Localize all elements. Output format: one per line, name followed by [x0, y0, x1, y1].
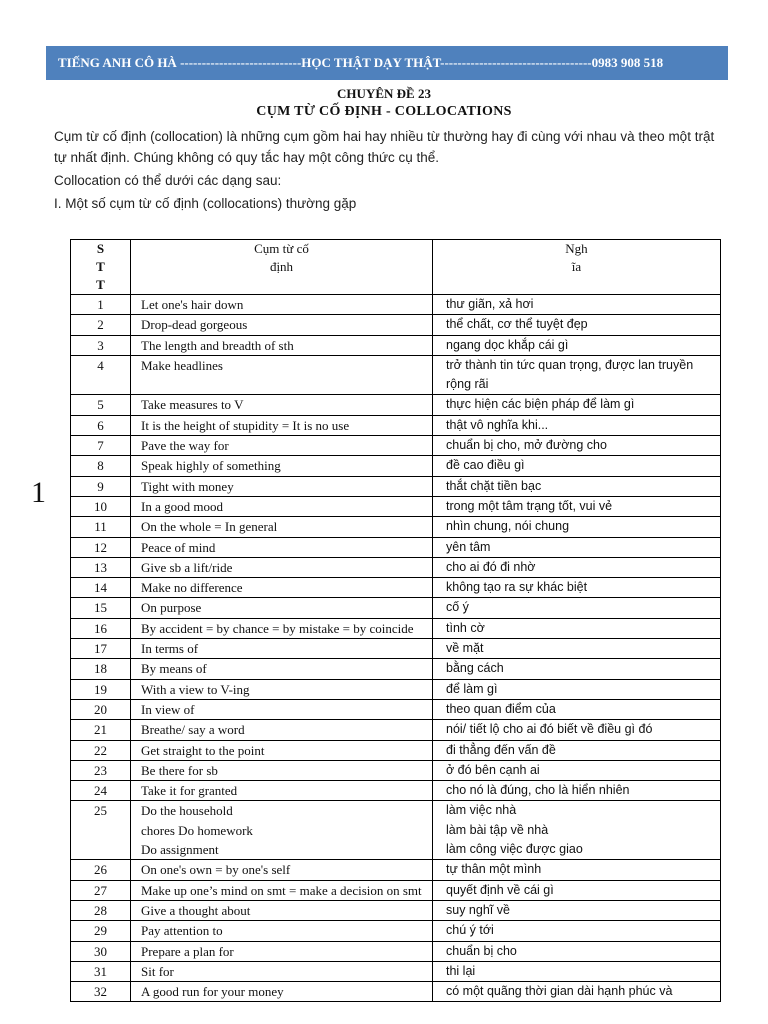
row-number: 8 [71, 456, 131, 476]
collocation-phrase: Sit for [131, 961, 433, 981]
collocation-phrase: Let one's hair down [131, 295, 433, 315]
collocation-phrase: Speak highly of something [131, 456, 433, 476]
collocation-meaning: cố ý [433, 598, 721, 618]
collocation-phrase: Get straight to the point [131, 740, 433, 760]
table-row [71, 900, 721, 920]
row-number: 6 [71, 415, 131, 435]
table-header-row [71, 240, 721, 295]
header-stt-line: T [96, 259, 105, 274]
table-row [71, 415, 721, 435]
row-number: 32 [71, 982, 131, 1002]
collocation-phrase: Take measures to V [131, 395, 433, 415]
table-row [71, 436, 721, 456]
collocation-meaning: về mặt [433, 639, 721, 659]
collocation-phrase: Prepare a plan for [131, 941, 433, 961]
table-row [71, 456, 721, 476]
collocation-meaning: cho ai đó đi nhờ [433, 557, 721, 577]
table-row [71, 557, 721, 577]
collocation-meaning: nói/ tiết lộ cho ai đó biết về điều gì đó [433, 720, 721, 740]
table-row [71, 941, 721, 961]
table-row [71, 801, 721, 860]
header-stt-line: S [96, 241, 105, 256]
table-row [71, 961, 721, 981]
collocations-table [70, 239, 721, 1002]
collocation-meaning: thật vô nghĩa khi... [433, 415, 721, 435]
row-number: 5 [71, 395, 131, 415]
section-heading: I. Một số cụm từ cố định (collocations) thường gặp [54, 196, 357, 211]
collocation-meaning: quyết định về cái gì [433, 880, 721, 900]
row-number: 2 [71, 315, 131, 335]
table-row [71, 781, 721, 801]
collocation-meaning: cho nó là đúng, cho là hiển nhiên [433, 781, 721, 801]
table-row [71, 315, 721, 335]
table-row [71, 618, 721, 638]
row-number: 19 [71, 679, 131, 699]
row-number: 23 [71, 760, 131, 780]
topic-number: CHUYÊN ĐỀ 23 [337, 86, 431, 101]
row-number: 14 [71, 578, 131, 598]
row-number: 27 [71, 880, 131, 900]
table-row [71, 335, 721, 355]
table-row [71, 355, 721, 395]
collocation-phrase: Pay attention to [131, 921, 433, 941]
collocation-meaning: suy nghĩ về [433, 900, 721, 920]
header-stt-line: T [96, 277, 105, 292]
page-number: 1 [31, 476, 46, 509]
row-number: 10 [71, 496, 131, 516]
collocation-meaning: ở đó bên cạnh ai [433, 760, 721, 780]
collocation-meaning: bằng cách [433, 659, 721, 679]
row-number: 24 [71, 781, 131, 801]
table-row [71, 921, 721, 941]
row-number: 17 [71, 639, 131, 659]
table-row [71, 659, 721, 679]
header-meaning-line: ĩa [571, 259, 582, 274]
row-number: 7 [71, 436, 131, 456]
collocation-meaning: đi thẳng đến vấn đề [433, 740, 721, 760]
collocation-phrase: In a good mood [131, 496, 433, 516]
row-number: 18 [71, 659, 131, 679]
collocation-meaning: để làm gì [433, 679, 721, 699]
row-number: 22 [71, 740, 131, 760]
header-banner: TIẾNG ANH CÔ HÀ ----------------------------HỌC THẬT DẠY THẬT-----------------------------------0983 908 518 [46, 46, 728, 80]
table-row [71, 517, 721, 537]
collocation-phrase: A good run for your money [131, 982, 433, 1002]
collocation-phrase: In terms of [131, 639, 433, 659]
collocation-phrase: On the whole = In general [131, 517, 433, 537]
collocation-meaning: chuẩn bị cho, mở đường cho [433, 436, 721, 456]
collocation-meaning: trở thành tin tức quan trọng, được lan truyền rộng rãi [433, 355, 721, 395]
row-number: 11 [71, 517, 131, 537]
row-number: 28 [71, 900, 131, 920]
collocation-meaning: tình cờ [433, 618, 721, 638]
collocation-phrase: On purpose [131, 598, 433, 618]
collocation-meaning: yên tâm [433, 537, 721, 557]
collocation-phrase: Drop-dead gorgeous [131, 315, 433, 335]
collocation-phrase: Give a thought about [131, 900, 433, 920]
row-number: 4 [71, 355, 131, 395]
row-number: 9 [71, 476, 131, 496]
collocation-phrase: Breathe/ say a word [131, 720, 433, 740]
collocation-phrase: With a view to V-ing [131, 679, 433, 699]
row-number: 26 [71, 860, 131, 880]
row-number: 21 [71, 720, 131, 740]
table-row [71, 740, 721, 760]
table-row [71, 679, 721, 699]
collocation-phrase: Make no difference [131, 578, 433, 598]
collocation-meaning: ngang dọc khắp cái gì [433, 335, 721, 355]
intro-paragraph: Cụm từ cố định (collocation) là những cụm gồm hai hay nhiều từ thường hay đi cùng với nhau và theo một trật tự nhất định. Chúng không có quy tắc hay một công thức cụ thể. [54, 129, 715, 165]
collocation-phrase: Tight with money [131, 476, 433, 496]
collocation-phrase: By accident = by chance = by mistake = by coincide [131, 618, 433, 638]
table-row [71, 578, 721, 598]
row-number: 15 [71, 598, 131, 618]
table-row [71, 537, 721, 557]
collocation-meaning: làm việc nhà làm bài tập về nhà làm công việc được giao [433, 801, 721, 860]
collocation-meaning: đề cao điều gì [433, 456, 721, 476]
row-number: 31 [71, 961, 131, 981]
collocation-phrase: Make up one’s mind on smt = make a decision on smt [131, 880, 433, 900]
row-number: 29 [71, 921, 131, 941]
collocation-phrase: Make headlines [131, 355, 433, 395]
collocation-meaning: thắt chặt tiền bạc [433, 476, 721, 496]
header-phrase-line: Cụm từ cố [254, 241, 309, 256]
table-row [71, 598, 721, 618]
collocation-meaning: chuẩn bị cho [433, 941, 721, 961]
collocation-meaning: không tạo ra sự khác biệt [433, 578, 721, 598]
table-row [71, 699, 721, 719]
collocation-phrase: It is the height of stupidity = It is no use [131, 415, 433, 435]
table-row [71, 496, 721, 516]
row-number: 1 [71, 295, 131, 315]
header-stt [71, 240, 131, 295]
row-number: 25 [71, 801, 131, 860]
collocation-phrase: Pave the way for [131, 436, 433, 456]
row-number: 30 [71, 941, 131, 961]
row-number: 20 [71, 699, 131, 719]
table-row [71, 476, 721, 496]
collocation-meaning: thư giãn, xả hơi [433, 295, 721, 315]
collocation-meaning: thực hiện các biện pháp để làm gì [433, 395, 721, 415]
collocation-phrase: Peace of mind [131, 537, 433, 557]
row-number: 13 [71, 557, 131, 577]
row-number: 3 [71, 335, 131, 355]
collocation-meaning: tự thân một mình [433, 860, 721, 880]
collocation-phrase: Take it for granted [131, 781, 433, 801]
collocation-meaning: thể chất, cơ thể tuyệt đẹp [433, 315, 721, 335]
collocation-meaning: nhìn chung, nói chung [433, 517, 721, 537]
collocation-meaning: theo quan điểm của [433, 699, 721, 719]
header-phrase [131, 240, 433, 295]
table-row [71, 860, 721, 880]
collocation-phrase: By means of [131, 659, 433, 679]
collocation-meaning: chú ý tới [433, 921, 721, 941]
topic-title: CỤM TỪ CỐ ĐỊNH - COLLOCATIONS [256, 104, 512, 119]
table-row [71, 395, 721, 415]
collocation-meaning: trong một tâm trạng tốt, vui vẻ [433, 496, 721, 516]
row-number: 16 [71, 618, 131, 638]
table-row [71, 880, 721, 900]
row-number: 12 [71, 537, 131, 557]
collocation-phrase: Do the household chores Do homework Do assignment [131, 801, 433, 860]
table-row [71, 295, 721, 315]
collocation-phrase: Give sb a lift/ride [131, 557, 433, 577]
header-meaning-line: Ngh [565, 241, 588, 256]
table-row [71, 760, 721, 780]
collocation-meaning: có một quãng thời gian dài hạnh phúc và [433, 982, 721, 1002]
header-meaning [433, 240, 721, 295]
collocation-meaning: thi lại [433, 961, 721, 981]
table-row [71, 639, 721, 659]
collocation-phrase: Be there for sb [131, 760, 433, 780]
table-row [71, 720, 721, 740]
collocation-phrase: On one's own = by one's self [131, 860, 433, 880]
header-phrase-line: định [269, 259, 294, 274]
collocation-phrase: In view of [131, 699, 433, 719]
collocation-phrase: The length and breadth of sth [131, 335, 433, 355]
table-row [71, 982, 721, 1002]
intro-forms-line: Collocation có thể dưới các dạng sau: [54, 173, 282, 188]
